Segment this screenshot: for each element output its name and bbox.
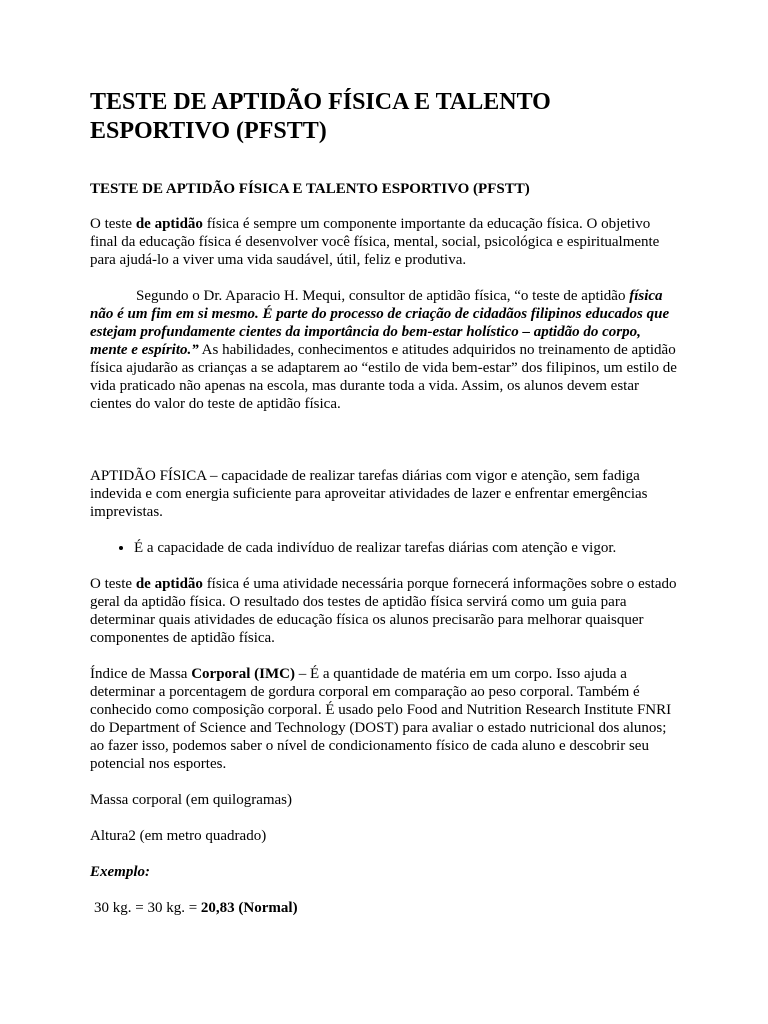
intro-text-a: O teste [90, 216, 136, 232]
quote-paragraph [90, 287, 680, 413]
definition-paragraph: APTIDÃO FÍSICA – capacidade de realizar tarefas diárias com vigor e atenção, sem fadiga indevida e com energia suficiente para aproveitar atividades de lazer e enfrentar emergências imprevistas. [90, 468, 648, 520]
quote-text-c: As habilidades, conhecimentos e atitudes adquiridos no treinamento de aptidão física ajudarão as crianças a se adaptarem ao “estilo de vida bem-estar” dos filipinos, um estilo de vida praticado não apenas na escola, mas durante toda a vida. Assim, os alunos devem estar cientes do valor do teste de aptidão física. [90, 342, 677, 412]
document-page [90, 88, 680, 935]
section-heading: TESTE DE APTIDÃO FÍSICA E TALENTO ESPORTIVO (PFSTT) [90, 181, 530, 197]
intro-text-c: física é sempre um componente importante da educação física. O objetivo final da educação física é desenvolver você física, mental, social, psicológica e espiritualmente para ajudá-lo a viver uma vida saudável, útil, feliz e produtiva. [90, 216, 660, 268]
example-label: Exemplo: [90, 864, 150, 880]
quote-text-emphasis: física não é um fim em si mesmo. É parte do processo de criação de cidadãos filipinos educados que estejam profundamente cientes da importância do bem-estar holístico – aptidão do corpo, mente e espírito.” [90, 288, 670, 358]
test-text-c: física é uma atividade necessária porque fornecerá informações sobre o estado geral da aptidão física. O resultado dos testes de aptidão física servirá como um guia para determinar quais atividades de educação física os alunos precisarão para melhorar quaisquer componentes de aptidão física. [90, 576, 677, 646]
bullet-list [90, 539, 680, 557]
document-title: TESTE DE APTIDÃO FÍSICA E TALENTO ESPORTIVO (PFSTT) [90, 89, 551, 144]
example-line [90, 899, 680, 917]
test-text-bold: de aptidão [135, 576, 203, 592]
test-paragraph [90, 575, 680, 647]
body-mass-line: Massa corporal (em quilogramas) [90, 792, 293, 808]
example-result: 20,83 (Normal) [200, 900, 298, 916]
example-text-a: 30 kg. = 30 kg. = [94, 900, 201, 916]
height-line: Altura2 (em metro quadrado) [90, 828, 267, 844]
blank-space [90, 431, 680, 467]
intro-paragraph [90, 215, 680, 269]
imc-paragraph [90, 665, 680, 773]
imc-text-c: – É a quantidade de matéria em um corpo. Isso ajuda a determinar a porcentagem de gordura corporal em comparação ao peso corporal. Também é conhecido como composição corporal. É usado pelo Food and Nutrition Research Institute FNRI do Department of Science and Technology (DOST) para avaliar o estado nutricional dos alunos; ao fazer isso, podemos saber o nível de condicionamento físico de cada aluno e descobrir seu potencial nos esportes. [90, 666, 672, 772]
intro-text-bold: de aptidão [135, 216, 203, 232]
imc-text-bold: Corporal (IMC) [191, 666, 295, 682]
quote-text-a: Segundo o Dr. Aparacio H. Mequi, consultor de aptidão física, “o teste de aptidão [136, 288, 630, 304]
imc-text-a: Índice de Massa [90, 666, 192, 682]
list-item: • É a capacidade de cada indivíduo de realizar tarefas diárias com atenção e vigor. [134, 539, 680, 557]
test-text-a: O teste [90, 576, 136, 592]
